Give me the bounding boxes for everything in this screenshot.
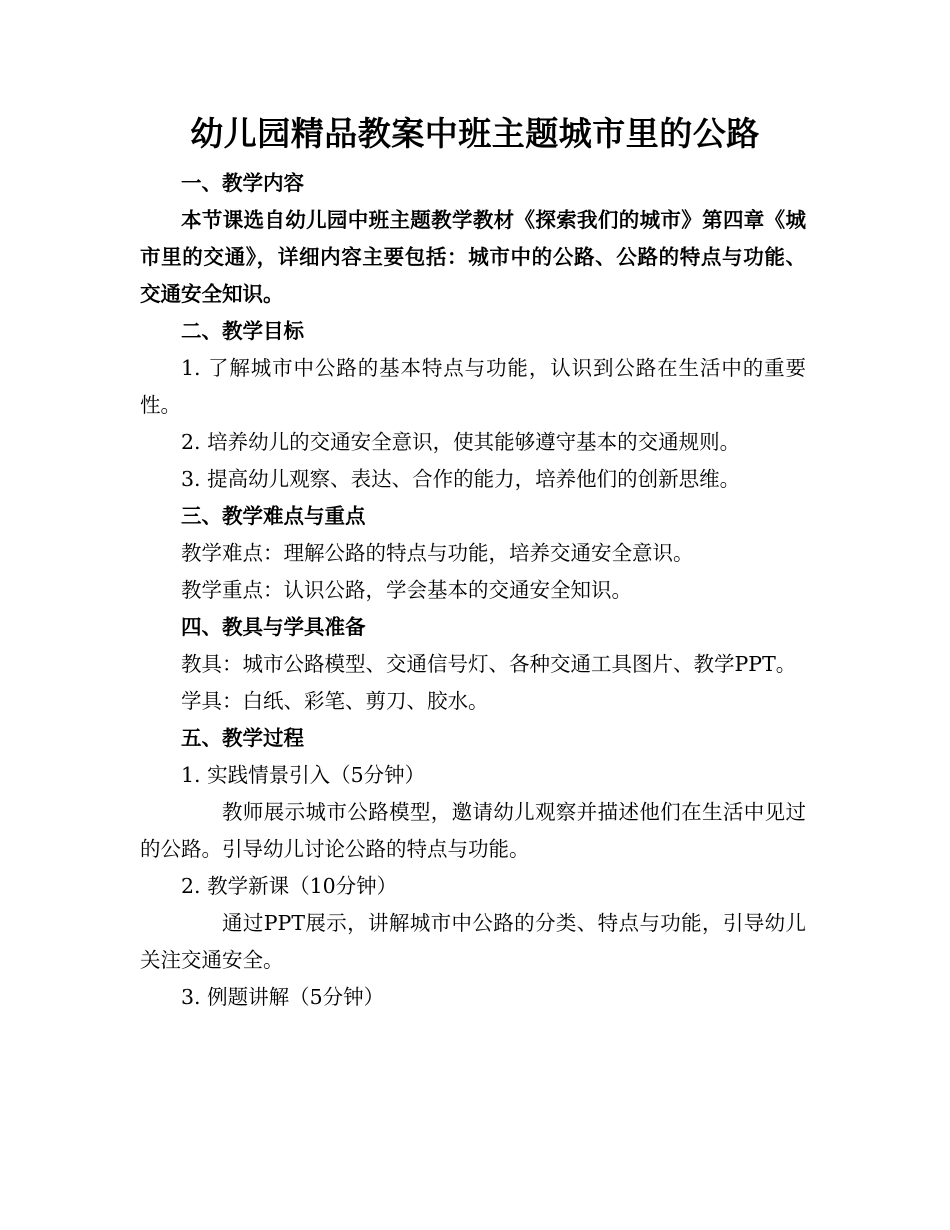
goal-item-1: 1. 了解城市中公路的基本特点与功能，认识到公路在生活中的重要性。 [140, 356, 806, 417]
difficulty-paragraph: 教学难点：理解公路的特点与功能，培养交通安全意识。 [181, 541, 694, 565]
section-heading-difficulty: 三、教学难点与重点 [181, 504, 366, 528]
section-heading-process: 五、教学过程 [181, 726, 304, 750]
step-1-paragraph: 教师展示城市公路模型，邀请幼儿观察并描述他们在生活中见过的公路。引导幼儿讨论公路的特点与功能。 [140, 800, 806, 861]
step-3-title: 3. 例题讲解（5分钟） [181, 985, 385, 1009]
section-heading-goals: 二、教学目标 [181, 319, 304, 343]
student-tools-paragraph: 学具：白纸、彩笔、剪刀、胶水。 [181, 689, 489, 713]
step-1-title: 1. 实践情景引入（5分钟） [181, 763, 426, 787]
document-title: 幼儿园精品教案中班主题城市里的公路 [190, 114, 760, 153]
section-heading-tools: 四、教具与学具准备 [181, 615, 366, 639]
key-point-paragraph: 教学重点：认识公路，学会基本的交通安全知识。 [181, 578, 632, 602]
content-paragraph: 本节课选自幼儿园中班主题教学教材《探索我们的城市》第四章《城市里的交通》，详细内容主要包括：城市中的公路、公路的特点与功能、交通安全知识。 [140, 208, 806, 306]
teacher-tools-paragraph: 教具：城市公路模型、交通信号灯、各种交通工具图片、教学PPT。 [181, 652, 797, 676]
goal-item-2: 2. 培养幼儿的交通安全意识，使其能够遵守基本的交通规则。 [181, 430, 741, 454]
section-heading-content: 一、教学内容 [181, 171, 304, 195]
document-body [140, 165, 806, 1016]
step-2-paragraph: 通过PPT展示，讲解城市中公路的分类、特点与功能，引导幼儿关注交通安全。 [140, 911, 806, 972]
goal-item-3: 3. 提高幼儿观察、表达、合作的能力，培养他们的创新思维。 [181, 467, 741, 491]
step-2-title: 2. 教学新课（10分钟） [181, 874, 398, 898]
